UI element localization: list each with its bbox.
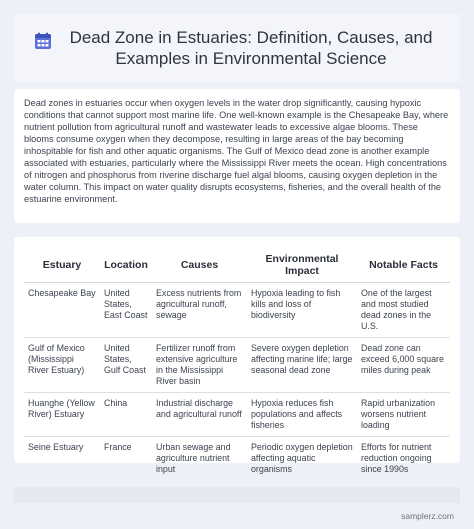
- cell-causes: Urban sewage and agriculture nutrient input: [156, 442, 231, 474]
- cell-impact: Severe oxygen depletion affecting marine life; large seasonal dead zone: [247, 338, 357, 393]
- cell-location: United States, Gulf Coast: [100, 338, 152, 393]
- cell-facts: One of the largest and most studied dead zones in the U.S.: [357, 283, 450, 338]
- column-header-causes: Causes: [152, 245, 247, 283]
- intro-card: [14, 89, 460, 223]
- column-header-impact: Environmental Impact: [247, 245, 357, 283]
- column-header-location: Location: [100, 245, 152, 283]
- header: [14, 14, 460, 82]
- cell-causes: Fertilizer runoff from extensive agriculture in the Mississippi River basin: [152, 338, 247, 393]
- cell-impact: Hypoxia reduces fish populations and affects fisheries: [247, 393, 357, 437]
- table-row: [24, 437, 450, 481]
- cell-location: United States, East Coast: [100, 283, 152, 338]
- cell-causes: Industrial discharge and agricultural runoff: [152, 393, 247, 437]
- table-row: [24, 338, 450, 393]
- cell-estuary: Gulf of Mexico (Mississippi River Estuary): [24, 338, 100, 393]
- page-title: Dead Zone in Estuaries: Definition, Causes, and Examples in Environmental Science: [69, 28, 433, 68]
- cell-location: France: [104, 442, 132, 452]
- cell-facts: Dead zone can exceed 6,000 square miles during peak: [357, 338, 450, 393]
- cell-estuary: Chesapeake Bay: [24, 283, 100, 338]
- table-row: [24, 393, 450, 437]
- cell-impact: Hypoxia leading to fish kills and loss of biodiversity: [247, 283, 357, 338]
- cell-estuary: Seine Estuary: [28, 442, 84, 452]
- footer-site: samplerz.com: [401, 511, 454, 521]
- table-card: [14, 237, 460, 474]
- table-header-row: [24, 245, 450, 283]
- cell-estuary: Huanghe (Yellow River) Estuary: [24, 393, 100, 437]
- cell-facts: Rapid urbanization worsens nutrient loading: [357, 393, 450, 437]
- cell-facts: Efforts for nutrient reduction ongoing since 1990s: [361, 442, 432, 474]
- cell-location: China: [100, 393, 152, 437]
- estuary-table: [24, 245, 450, 480]
- cell-impact: Periodic oxygen depletion affecting aquatic organisms: [251, 442, 353, 474]
- column-header-facts: Notable Facts: [357, 245, 450, 283]
- cell-causes: Excess nutrients from agricultural runoff, sewage: [152, 283, 247, 338]
- calendar-grid-icon: [34, 32, 52, 50]
- column-header-estuary: Estuary: [24, 245, 100, 283]
- footer-bar: [14, 487, 460, 503]
- table-row: [24, 283, 450, 338]
- intro-paragraph: Dead zones in estuaries occur when oxygen levels in the water drop significantly, causing hypoxic conditions that cannot support most marine life. One well-known example is the Chesapeake Bay, where nutrient pollution from agricultural runoff and wastewater leads to excessive algae blooms. These blooms consume oxygen when they decompose, resulting in large areas of the bay becoming inhospitable for fish and other aquatic organisms. The Gulf of Mexico dead zone is another example associated with estuaries, particularly where the Mississippi River meets the ocean. High concentrations of nitrogen and phosphorus from riverine discharge fuel algal blooms, causing oxygen depletion in the water column. This impact on water quality disrupts ecosystems, fisheries, and the overall health of the estuarine environment.: [24, 98, 449, 204]
